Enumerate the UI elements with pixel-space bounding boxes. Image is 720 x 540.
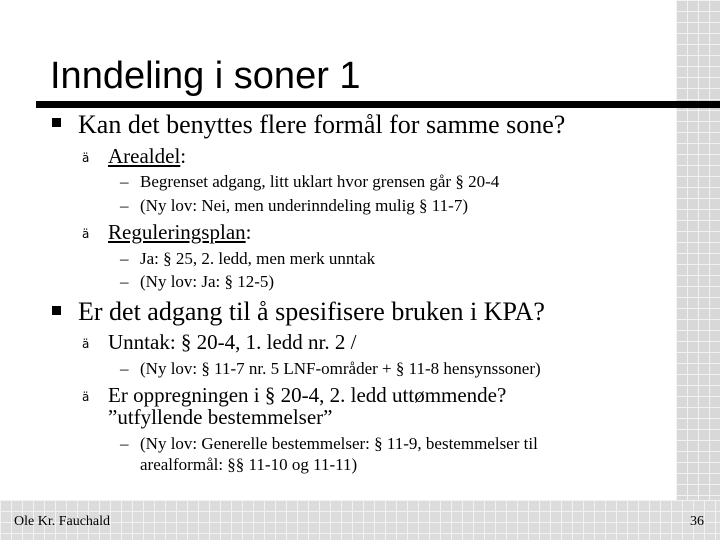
arrow-bullet-icon: ä (82, 227, 90, 241)
arealdel-item-2: (Ny lov: Nei, men underinndeling mulig § 11-7) (140, 196, 468, 215)
square-bullet-icon (52, 118, 61, 127)
arrow-bullet-icon: ä (82, 151, 90, 165)
sub-reguleringsplan (108, 221, 251, 243)
dash-bullet-icon: – (120, 172, 129, 191)
arrow-bullet-icon: ä (82, 337, 90, 351)
reguleringsplan-item-1: Ja: § 25, 2. ledd, men merk unntak (140, 249, 376, 268)
reguleringsplan-label: Reguleringsplan (108, 220, 246, 244)
dash-bullet-icon: – (120, 196, 129, 215)
sub-oppregningen-line-2: ”utfyllende bestemmelser” (108, 405, 333, 429)
sub-oppregningen-line-1: Er oppregningen i § 20-4, 2. ledd uttømmende? (108, 383, 507, 407)
dash-bullet-icon: – (120, 249, 129, 268)
arealdel-item-1: Begrenset adgang, litt uklart hvor grensen går § 20-4 (140, 172, 500, 191)
title-divider (36, 101, 720, 108)
unntak-item-1: (Ny lov: § 11-7 nr. 5 LNF-områder + § 11-8 hensynssoner) (140, 359, 541, 378)
bullet-1-text: Kan det benyttes flere formål for samme sone? (78, 110, 566, 139)
oppregningen-item-line-2: arealformål: §§ 11-10 og 11-11) (140, 455, 358, 474)
sub-unntak: Unntak: § 20-4, 1. ledd nr. 2 / (108, 330, 357, 354)
arealdel-suffix: : (180, 144, 187, 168)
arrow-bullet-icon: ä (82, 390, 90, 404)
oppregningen-item-line-1: (Ny lov: Generelle bestemmelser: § 11-9, bestemmelser til (140, 434, 538, 453)
slide-title: Inndeling i soner 1 (50, 55, 361, 97)
bullet-2-text: Er det adgang til å spesifisere bruken i KPA? (78, 297, 545, 326)
dash-bullet-icon: – (120, 359, 129, 378)
arealdel-label: Arealdel (108, 144, 181, 168)
footer-page-number: 36 (690, 514, 704, 529)
dash-bullet-icon: – (120, 434, 129, 453)
square-bullet-icon (52, 306, 61, 315)
decorative-side-grid (676, 0, 720, 500)
reguleringsplan-suffix: : (245, 220, 252, 244)
reguleringsplan-item-2: (Ny lov: Ja: § 12-5) (140, 272, 275, 291)
sub-arealdel (108, 145, 186, 167)
dash-bullet-icon: – (120, 272, 129, 291)
footer-author: Ole Kr. Fauchald (14, 514, 111, 529)
